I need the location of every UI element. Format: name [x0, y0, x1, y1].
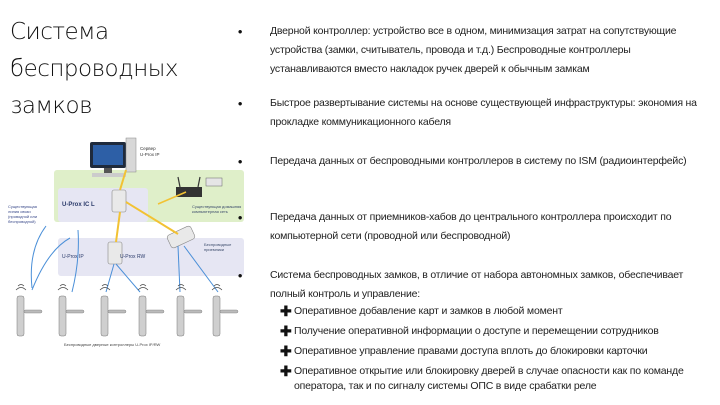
door-lock-icon: [176, 285, 202, 337]
left-note-wrap: [8, 204, 48, 234]
left-note: Существующая линия связи (проводной или беспроводной): [8, 204, 38, 224]
server-sub-label: U-Prox IP: [140, 152, 160, 157]
bullet-text: Дверной контроллер: устройство все в одном, минимизация затрат на сопутствующие устройства (замки, считыватель, провода и т.д.) Беспроводные контроллеры устанавливаются вместо накладок ручек дверей к обычным замкам: [270, 25, 677, 75]
door-lock-row: [16, 285, 238, 337]
system-diagram-svg: [8, 130, 250, 365]
bullet-dot-icon: •: [237, 96, 243, 111]
slide-title: [10, 14, 200, 125]
server-label: Сервер: [140, 146, 156, 151]
system-diagram: [8, 130, 250, 365]
sub-item-text: Оперативное управление правами доступа вплоть до блокировки карточки: [294, 345, 648, 357]
plus-icon: ✚: [280, 343, 292, 359]
bullet-text: Быстрое развертывание системы на основе существующей инфраструктуры: экономия на прокладке коммуникационного кабеля: [270, 97, 697, 128]
title-line-3: замков: [10, 93, 93, 119]
door-lock-icon: [58, 285, 84, 337]
controller-label: U-Prox IC L: [62, 202, 95, 208]
door-lock-icon: [138, 285, 164, 337]
title-line-2: беспроводных: [10, 56, 178, 82]
bullet-text: Передача данных от беспроводными контроллеров в систему по ISM (радиоинтерфейс): [270, 155, 687, 167]
receiver-note-wrap: [204, 242, 244, 262]
door-lock-icon: [100, 285, 126, 337]
sub-item-text: Оперативное открытие или блокировку дверей в случае опасности как по команде оператора, так и по сигналу системы ОПС в виде срабатки реле: [294, 365, 684, 392]
bullet-dot-icon: •: [237, 154, 243, 169]
door-lock-icon: [16, 285, 42, 337]
right-note: Существующая домашняя компьютерная сеть: [192, 204, 242, 214]
plus-icon: ✚: [280, 303, 292, 319]
title-line-1: Система: [10, 19, 109, 45]
bullet-dot-icon: •: [237, 210, 243, 225]
receiver-note: Беспроводные приемники: [204, 242, 232, 252]
bullet-dot-icon: •: [237, 268, 243, 283]
controller-device-icon: [112, 190, 126, 212]
hub-device-icon: [108, 242, 122, 264]
sub-item-text: Оперативное добавление карт и замков в любой момент: [294, 305, 563, 317]
plus-icon: ✚: [280, 363, 292, 379]
sub-item-text: Получение оперативной информации о доступе и перемещении сотрудников: [294, 325, 659, 337]
bullet-text: Система беспроводных замков, в отличие от набора автономных замков, обеспечивает полный контроль и управление:: [270, 269, 684, 300]
bottom-note: Беспроводные дверные контроллеры U-Prox IP/RW: [64, 342, 161, 347]
bullet-text: Передача данных от приемников-хабов до центрального контроллера происходит по компьютерной сети (проводной или беспроводной): [270, 211, 672, 242]
hub1-label: U-Prox IP: [62, 254, 84, 260]
hub2-label: U-Prox RW: [120, 254, 146, 260]
plus-icon: ✚: [280, 323, 292, 339]
door-lock-icon: [212, 285, 238, 337]
bullet-dot-icon: •: [237, 24, 243, 39]
